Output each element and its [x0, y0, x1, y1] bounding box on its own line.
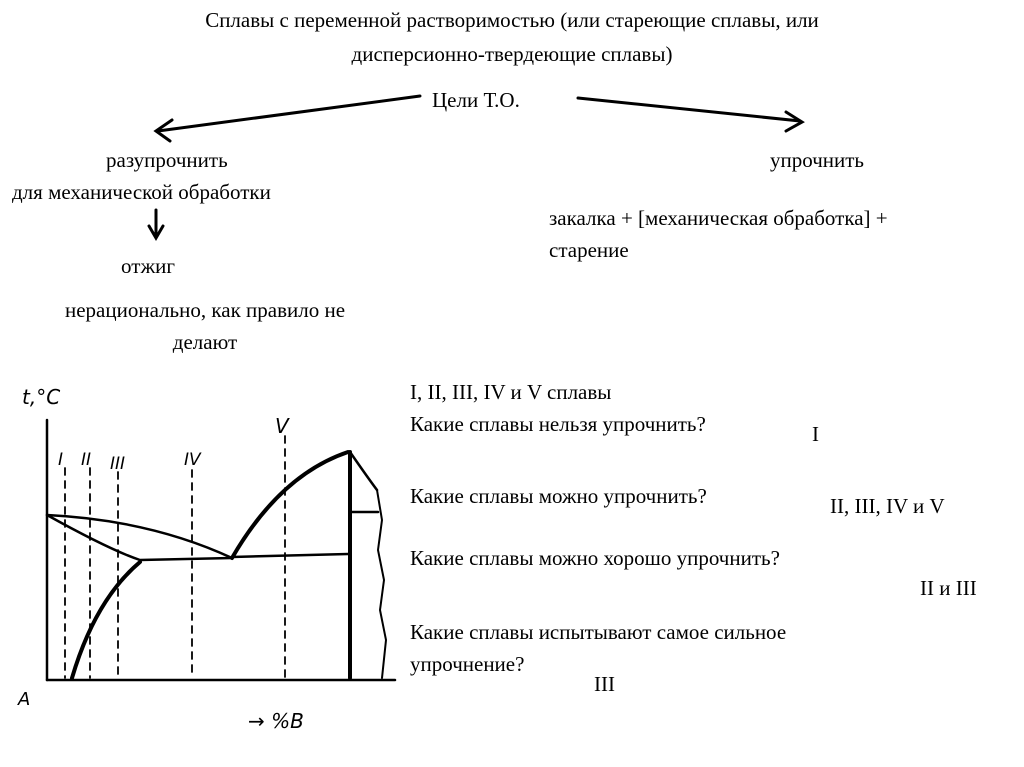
- alloy-label-I: I: [58, 450, 64, 470]
- alloy-label-III: III: [110, 454, 126, 474]
- solvus-curve: [72, 562, 140, 678]
- arrow-to-weaken: [158, 96, 420, 131]
- eutectic-line: [232, 554, 348, 557]
- alloys-intro: I, II, III, IV и V сплавы: [410, 380, 612, 404]
- question-1: Какие сплавы нельзя упрочнить?: [410, 412, 706, 436]
- liquidus-right: [232, 452, 348, 558]
- answer-4: III: [594, 672, 615, 696]
- weaken-heading: разупрочнить: [106, 148, 228, 172]
- arrow-to-strengthen: [578, 98, 800, 121]
- solidus-left: [47, 515, 232, 560]
- title-line-1: Сплавы с переменной растворимостью (или стареющие сплавы, или: [205, 8, 819, 32]
- liquidus-compound-right: [350, 452, 377, 490]
- comment-line-2: делают: [172, 330, 238, 354]
- origin-label: A: [18, 689, 31, 710]
- liquidus-left: [47, 515, 232, 558]
- alloy-label-V: V: [275, 414, 289, 438]
- phase-diagram: [0, 360, 400, 740]
- strengthen-method-line-2: старение: [549, 238, 629, 262]
- goals-label: Цели Т.О.: [432, 88, 520, 112]
- alloy-label-II: II: [81, 450, 92, 470]
- y-axis-label: t,°C: [22, 385, 61, 409]
- x-axis-label: → %B: [248, 709, 304, 733]
- comment-line-1: нерационально, как правило не: [64, 298, 346, 322]
- strengthen-heading: упрочнить: [770, 148, 864, 172]
- alloy-label-IV: IV: [184, 450, 201, 470]
- answer-2: II, III, IV и V: [830, 494, 945, 518]
- answer-1: I: [812, 422, 819, 446]
- question-2: Какие сплавы можно упрочнить?: [410, 484, 707, 508]
- title-line-2: дисперсионно-твердеющие сплавы): [351, 42, 673, 66]
- diagram-right-edge: [377, 490, 386, 678]
- strengthen-method-line-1: закалка + [механическая обработка] +: [549, 206, 888, 230]
- anneal-label: отжиг: [121, 254, 176, 278]
- answer-3: II и III: [920, 576, 977, 600]
- question-4-line-2: упрочнение?: [410, 652, 525, 676]
- weaken-subheading: для механической обработки: [12, 180, 271, 204]
- question-4-line-1: Какие сплавы испытывают самое сильное: [410, 620, 787, 644]
- question-3: Какие сплавы можно хорошо упрочнить?: [410, 546, 780, 570]
